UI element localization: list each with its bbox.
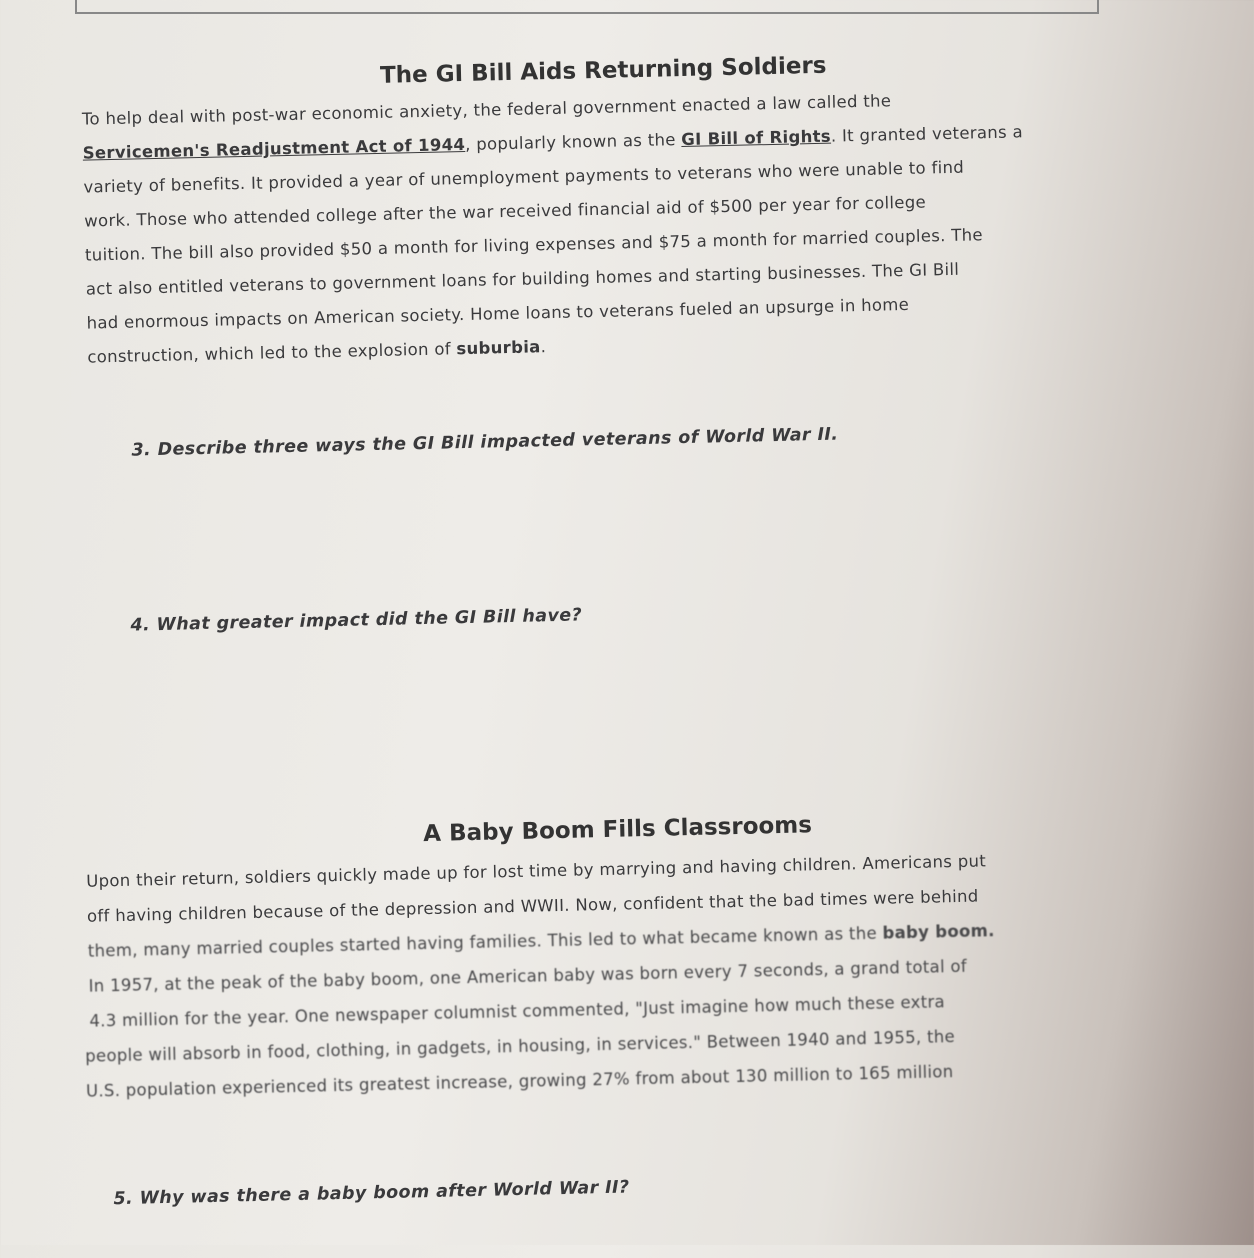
paragraph-line: [87, 337, 546, 366]
paragraph-line: U.S. population experienced its greatest increase, growing 27% from about 130 million to 165 million: [85, 1062, 954, 1101]
paragraph-line: people will absorb in food, clothing, in gadgets, in housing, in services." Between 1940 and 1955, the: [85, 1027, 956, 1066]
question-4: 4. What greater impact did the GI Bill have?: [130, 605, 583, 636]
section-title-baby-boom: A Baby Boom Fills Classrooms: [422, 812, 813, 848]
question-3: 3. Describe three ways the GI Bill impacted veterans of World War II.: [131, 424, 839, 461]
paragraph-line: act also entitled veterans to government loans for building homes and starting businesses. The GI Bill: [85, 259, 960, 299]
paragraph-line: work. Those who attended college after the war received financial aid of $500 per year for college: [84, 192, 927, 231]
paragraph-line: variety of benefits. It provided a year of unemployment payments to veterans who were unable to find: [83, 157, 965, 197]
term-servicemens-act: Servicemen's Readjustment Act of 1944: [82, 134, 466, 163]
text: . It granted veterans a: [830, 122, 1024, 146]
section-title-gi-bill: The GI Bill Aids Returning Soldiers: [379, 52, 827, 89]
paragraph-line: [88, 921, 995, 961]
text: them, many married couples started having families. This led to what became known as the: [87, 923, 883, 961]
text: .: [540, 337, 547, 357]
term-suburbia: suburbia: [456, 337, 541, 359]
paragraph-line: had enormous impacts on American society. Home loans to veterans fueled an upsurge in home: [86, 294, 910, 333]
paragraph-line: [83, 122, 1024, 162]
paragraph-line: To help deal with post-war economic anxiety, the federal government enacted a law called the: [81, 91, 892, 129]
paragraph-line: off having children because of the depression and WWII. Now, confident that the bad times were behind: [86, 886, 979, 926]
paragraph-line: tuition. The bill also provided $50 a month for living expenses and $75 a month for married couples. The: [84, 225, 984, 265]
term-gi-bill-of-rights: GI Bill of Rights: [681, 126, 832, 150]
paragraph-line: 4.3 million for the year. One newspaper columnist commented, "Just imagine how much these extra: [89, 992, 946, 1031]
question-5: 5. Why was there a baby boom after World War II?: [113, 1177, 630, 1210]
text: , popularly known as the: [464, 130, 682, 154]
paragraph-line: Upon their return, soldiers quickly made up for lost time by marrying and having children. Americans put: [86, 851, 987, 891]
text: construction, which led to the explosion of: [87, 339, 457, 367]
paragraph-line: In 1957, at the peak of the baby boom, one American baby was born every 7 seconds, a grand total of: [88, 956, 968, 996]
term-baby-boom: baby boom.: [882, 921, 995, 943]
